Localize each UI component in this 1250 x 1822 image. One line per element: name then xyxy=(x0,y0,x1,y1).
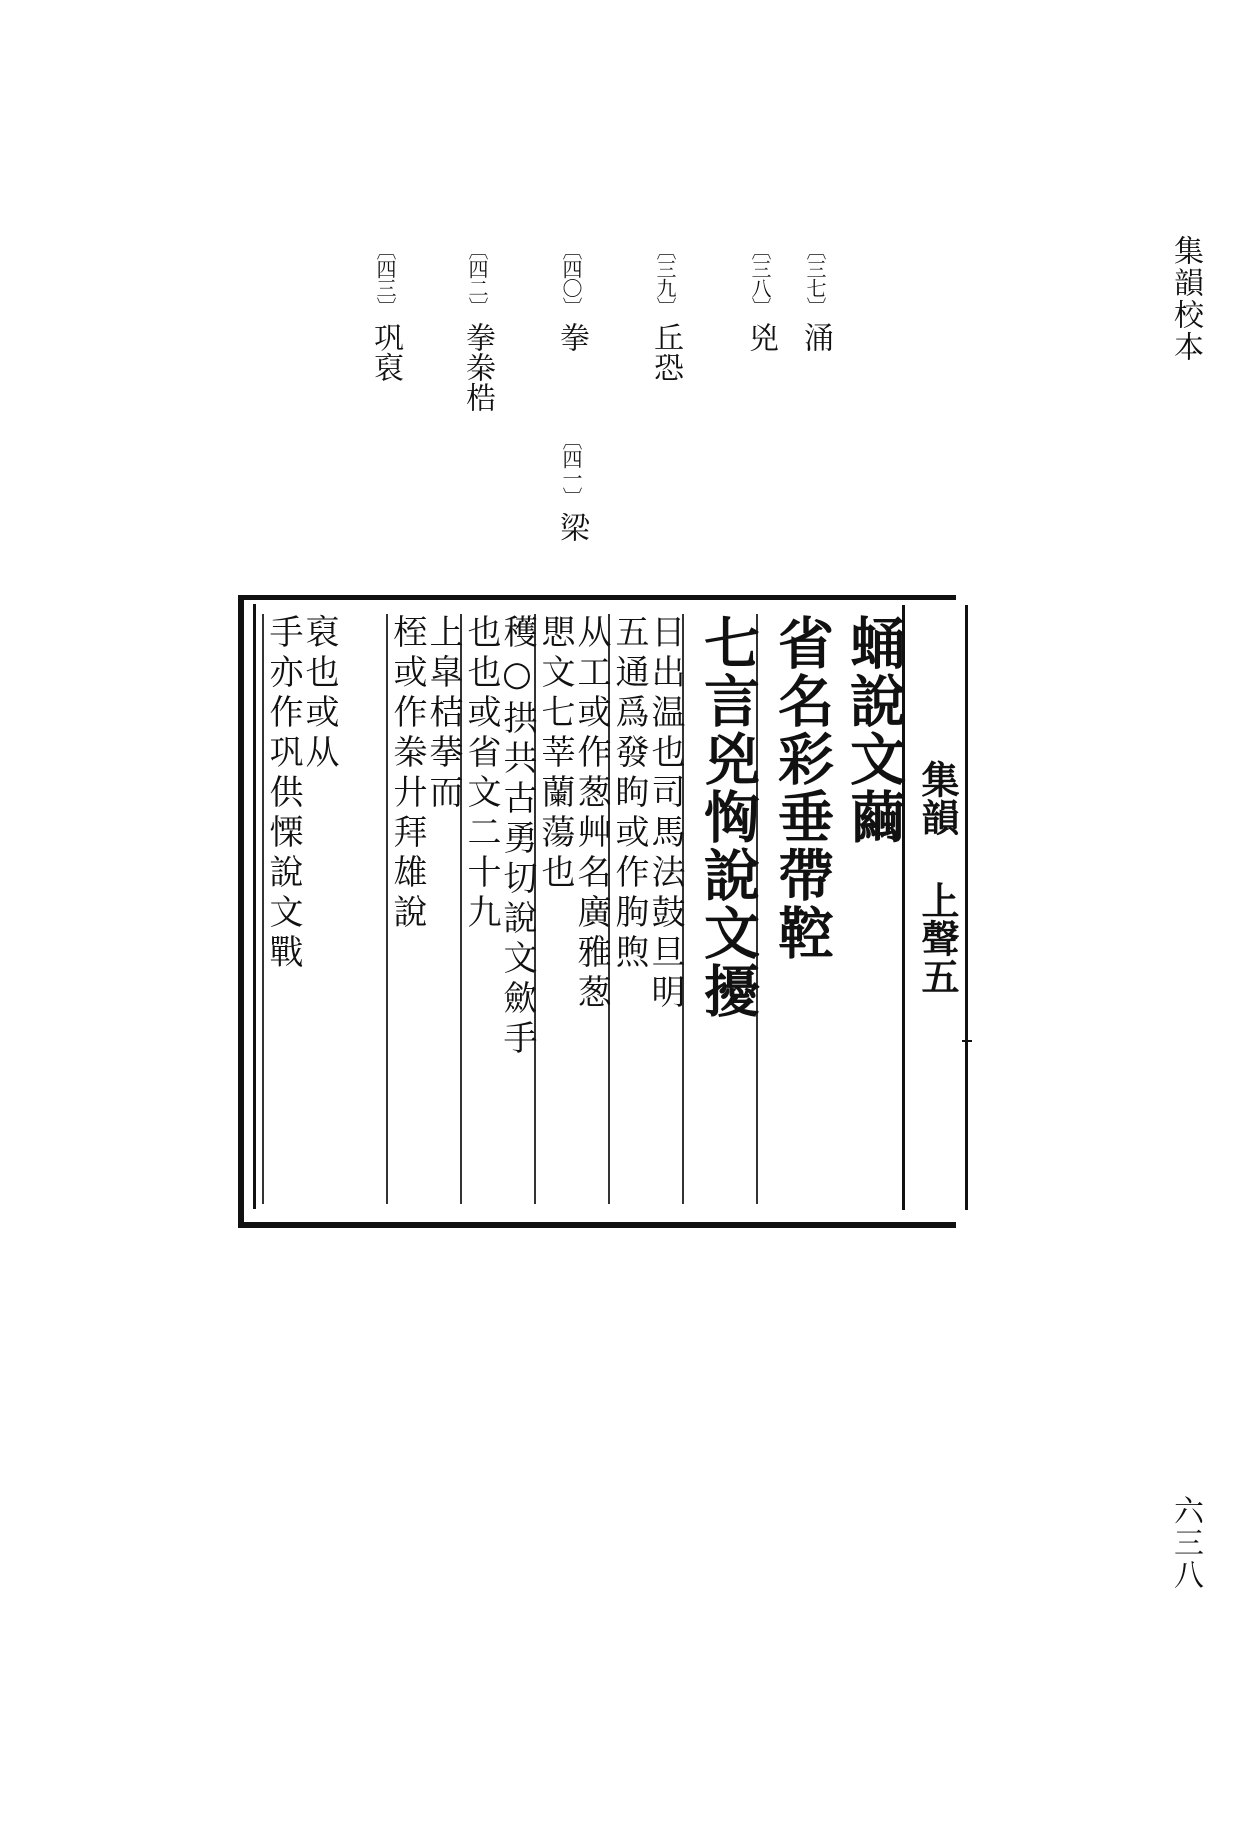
center-fold-title: 集韻 上聲五 xyxy=(915,760,960,995)
column-line: 省名彩垂帶鞚 xyxy=(769,614,835,962)
page-number: 六三八 xyxy=(1168,1495,1203,1591)
column-line: 桎或作桊廾拜雄說 xyxy=(387,614,427,934)
text-column-8 xyxy=(262,614,338,1204)
text-column-2 xyxy=(756,614,835,1204)
note-42 xyxy=(460,240,495,412)
text-column-4 xyxy=(608,614,684,1204)
note-number: 〔三九〕 xyxy=(653,240,677,316)
column-line: 蛹說文繭 xyxy=(841,614,907,846)
note-number: 〔三七〕 xyxy=(803,240,827,316)
book-title: 集韻校本 xyxy=(1168,235,1203,363)
column-line: 裒也或从 xyxy=(299,614,339,774)
text-column-1 xyxy=(830,614,907,1204)
note-41 xyxy=(554,430,589,542)
text-column-3 xyxy=(682,614,761,1204)
note-number: 〔三八〕 xyxy=(748,240,772,316)
note-number: 〔四三〕 xyxy=(373,240,397,316)
note-38 xyxy=(743,240,778,352)
note-text: 拳桊梏 xyxy=(460,322,495,412)
column-line: 穫○拱共古勇切說文歛手 xyxy=(497,614,537,1060)
note-text: 巩裒 xyxy=(368,322,403,382)
note-text: 兇 xyxy=(743,322,778,352)
text-column-6 xyxy=(460,614,536,1204)
note-text: 梁 xyxy=(554,512,589,542)
column-line: 五通爲發眗或作朐煦 xyxy=(609,614,649,974)
note-39 xyxy=(648,240,683,382)
column-line: 从工或作葱艸名廣雅葱 xyxy=(571,614,611,1014)
column-line: 七言兇恟說文擾 xyxy=(695,614,761,1020)
inner-border-rule xyxy=(253,604,256,1209)
text-column-7 xyxy=(386,614,462,1204)
note-text: 涌 xyxy=(798,322,833,352)
note-number: 〔四一〕 xyxy=(559,430,583,506)
column-line: 愳文七莘蘭蕩也 xyxy=(535,614,575,894)
note-43 xyxy=(368,240,403,382)
column-line: 也也或省文二十九 xyxy=(461,614,501,934)
text-column-5 xyxy=(534,614,610,1204)
note-40 xyxy=(554,240,589,352)
center-fold-mark xyxy=(962,1040,972,1042)
note-number: 〔四〇〕 xyxy=(559,240,583,316)
note-text: 丘恐 xyxy=(648,322,683,382)
column-line: 手亦作巩供慄說文戰 xyxy=(263,614,303,974)
note-text: 拳 xyxy=(554,322,589,352)
column-line: 日出温也司馬法鼓旦明 xyxy=(645,614,685,1014)
note-37 xyxy=(798,240,833,352)
column-line: 上皐桔拲而 xyxy=(423,614,463,814)
note-number: 〔四二〕 xyxy=(465,240,489,316)
